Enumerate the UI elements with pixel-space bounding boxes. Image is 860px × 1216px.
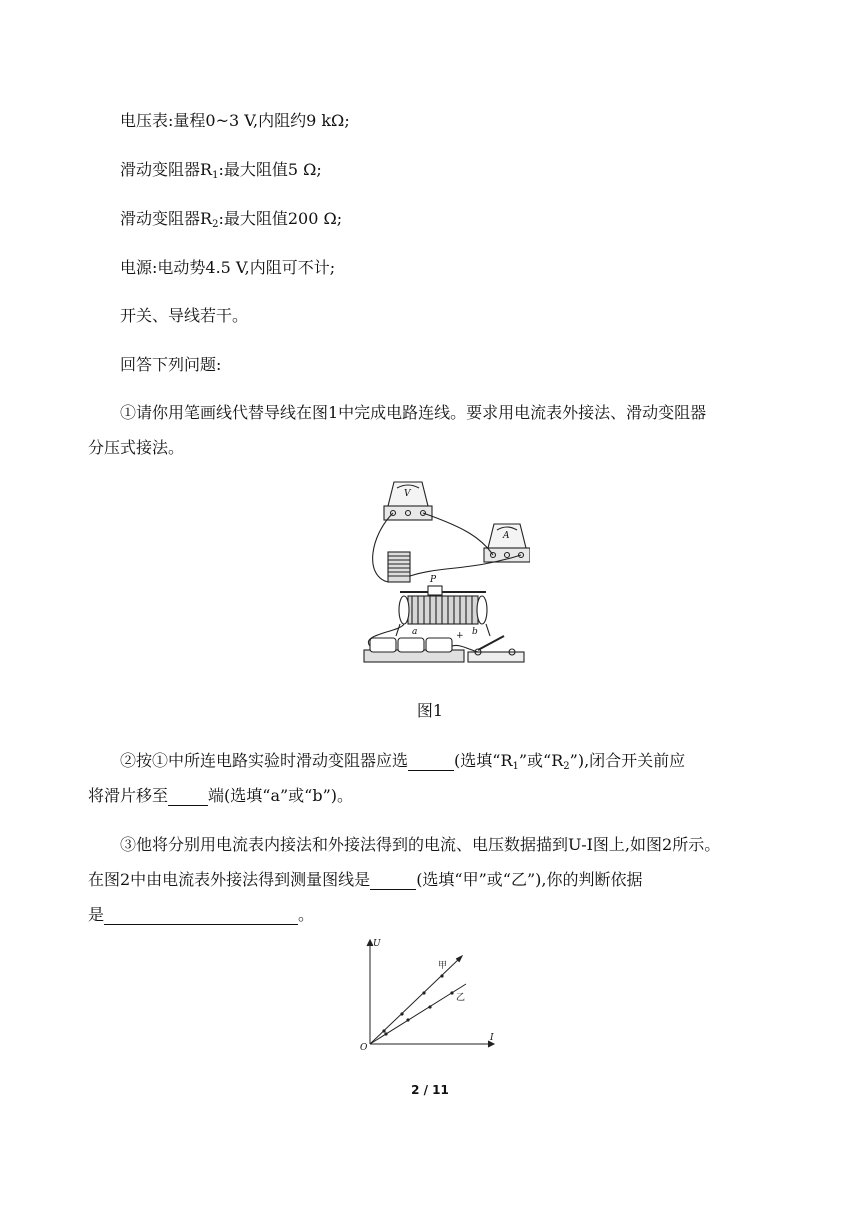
battery-plus-label: + [456,631,464,641]
answer-intro: 回答下列问题: [120,355,222,374]
answer-blank-reason[interactable] [104,906,298,925]
slider-label: P [430,575,437,585]
page-number: 2 / 11 [411,1083,449,1097]
question-3-line-2: 在图2中由电流表外接法得到测量图线是 (选填“甲”或“乙”),你的判断依据 [88,870,643,889]
line-yi-label: 乙 [456,993,466,1003]
resistor-coil-icon [388,552,410,582]
figure-1-circuit [360,476,530,676]
rheostat-r1-spec: 滑动变阻器$R_1$:最大阻值5 Ω; [120,160,322,181]
question-3-line-3: 是 。 [88,905,315,924]
answer-blank-graph-line[interactable] [370,871,416,890]
data-point [400,1012,403,1015]
data-point [384,1032,387,1035]
data-point [406,1018,409,1021]
switch-wires-spec: 开关、导线若干。 [120,306,249,325]
question-1-line-2: 分压式接法。 [88,438,185,457]
question-2-line-1: ②按①中所连电路实验时滑动变阻器应选 (选填“$R_1$”或“$R_2$”),闭合开关前应 [120,751,686,772]
question-1-line-1: ①请你用笔画线代替导线在图1中完成电路连线。要求用电流表外接法、滑动变阻器 [120,403,707,422]
data-point [428,1005,431,1008]
question-3-line-1: ③他将分别用电流表内接法和外接法得到的电流、电压数据描到U-I图上,如图2所示。 [120,835,721,854]
answer-blank-rheostat[interactable] [408,752,454,771]
rheostat-r2-spec: 滑动变阻器$R_2$:最大阻值200 Ω; [120,209,343,230]
figure-2-ui-graph [356,934,506,1054]
figure-1-caption: 图1 [416,701,444,720]
data-point [422,991,425,994]
battery-pack-icon [364,638,464,662]
data-point [382,1029,385,1032]
x-axis-label: I [490,1033,494,1043]
switch-icon [468,636,524,662]
origin-label: O [360,1043,368,1053]
data-point [440,974,443,977]
end-a-label: a [412,627,418,637]
ammeter-icon [484,524,530,562]
voltmeter-label: V [404,489,411,499]
ammeter-label: A [503,531,510,541]
end-b-label: b [472,627,478,637]
voltmeter-spec: 电压表:量程0~3 V,内阻约9 kΩ; [120,111,350,130]
line-jia-label: 甲 [438,961,448,971]
data-point [450,991,453,994]
question-2-line-2: 将滑片移至 端(选填“a”或“b”)。 [88,786,354,805]
power-source-spec: 电源:电动势4.5 V,内阻可不计; [120,258,336,277]
answer-blank-slider-end[interactable] [168,787,208,806]
y-axis-label: U [373,939,381,949]
